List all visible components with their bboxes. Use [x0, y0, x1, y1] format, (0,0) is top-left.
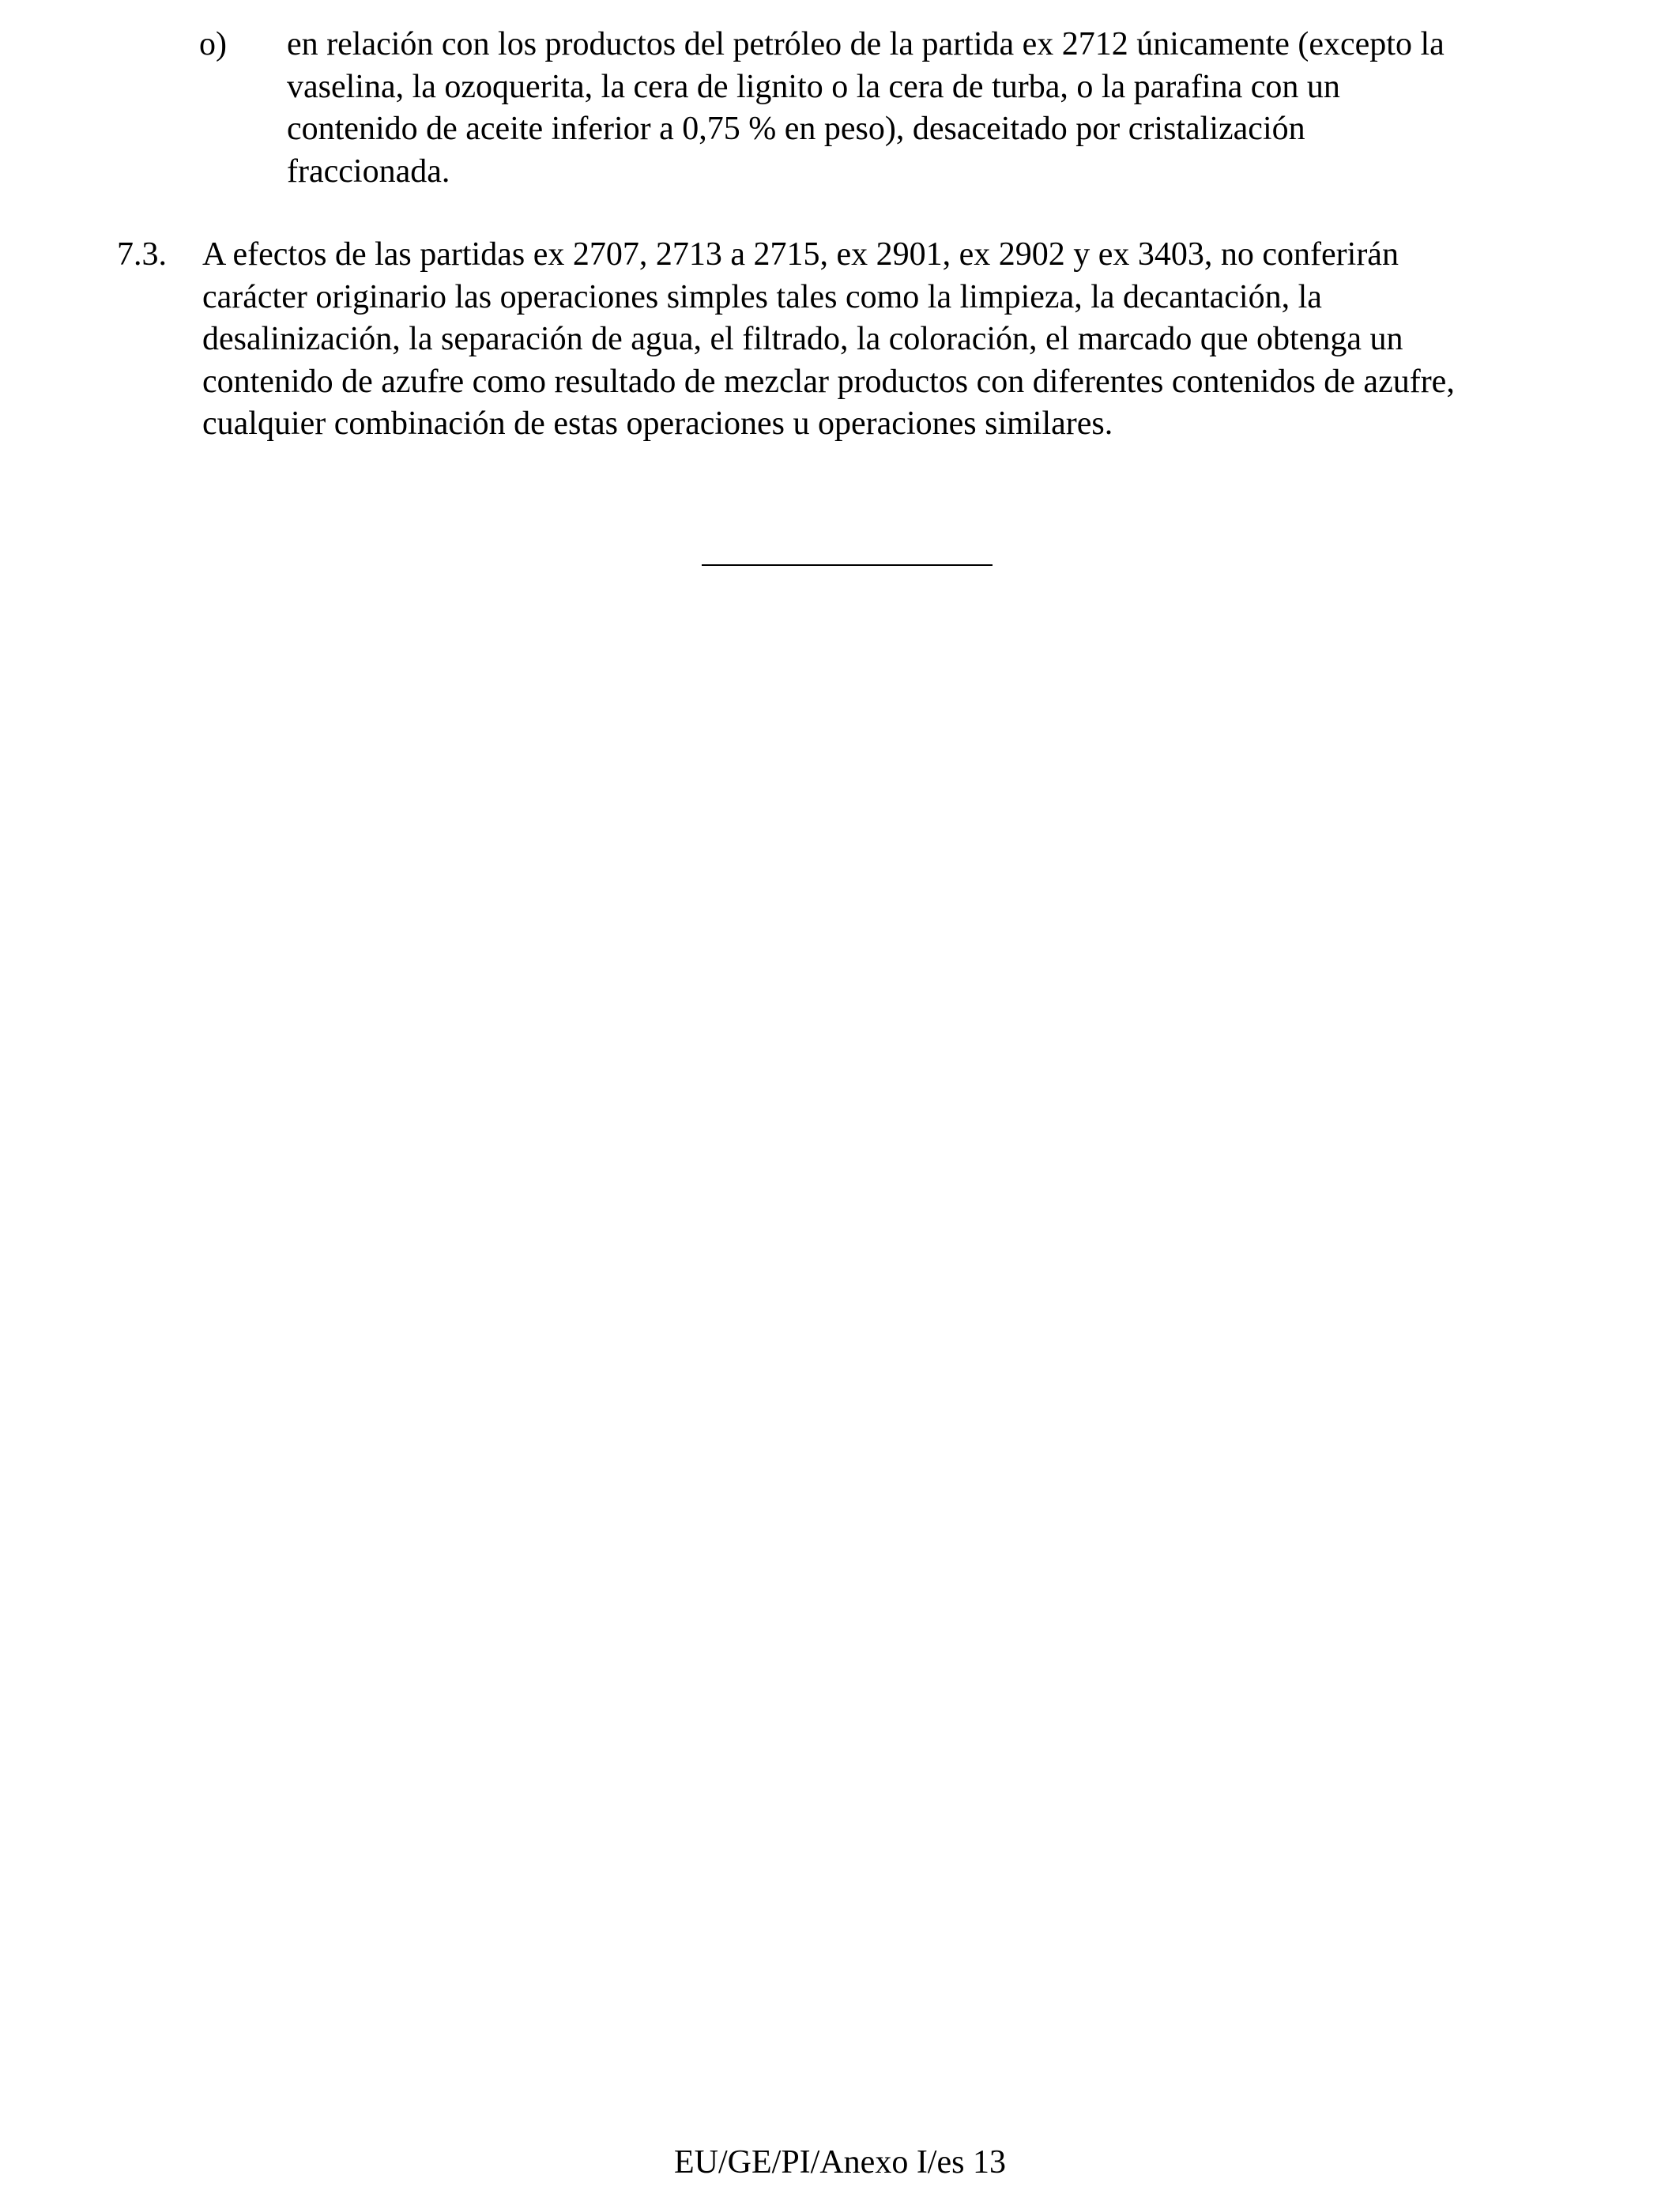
- text-line: contenido de azufre como resultado de mezclar productos con diferentes contenidos de azufre,: [202, 363, 1455, 400]
- page-footer: [0, 2143, 1680, 2181]
- text-line: en relación con los productos del petróleo de la partida ex 2712 únicamente (excepto la: [287, 26, 1445, 62]
- text-line: vaselina, la ozoquerita, la cera de lignito o la cera de turba, o la parafina con un: [287, 68, 1340, 105]
- text-line: A efectos de las partidas ex 2707, 2713 a 2715, ex 2901, ex 2902 y ex 3403, no conferirán: [202, 236, 1399, 273]
- document-reference: EU/GE/PI/Anexo I/es 13: [674, 2144, 1006, 2181]
- text-line: desalinización, la separación de agua, el filtrado, la coloración, el marcado que obtenga un: [202, 321, 1403, 357]
- list-item-text: [287, 24, 1583, 193]
- list-marker: o): [199, 26, 227, 62]
- paragraph-text: [202, 234, 1593, 446]
- text-line: cualquier combinación de estas operaciones u operaciones similares.: [202, 405, 1113, 442]
- end-separator-line: [702, 564, 993, 566]
- text-line: contenido de aceite inferior a 0,75 % en peso), desaceitado por cristalización: [287, 111, 1305, 147]
- text-line: fraccionada.: [287, 153, 450, 190]
- text-line: carácter originario las operaciones simples tales como la limpieza, la decantación, la: [202, 278, 1322, 315]
- paragraph-number: 7.3.: [117, 236, 167, 273]
